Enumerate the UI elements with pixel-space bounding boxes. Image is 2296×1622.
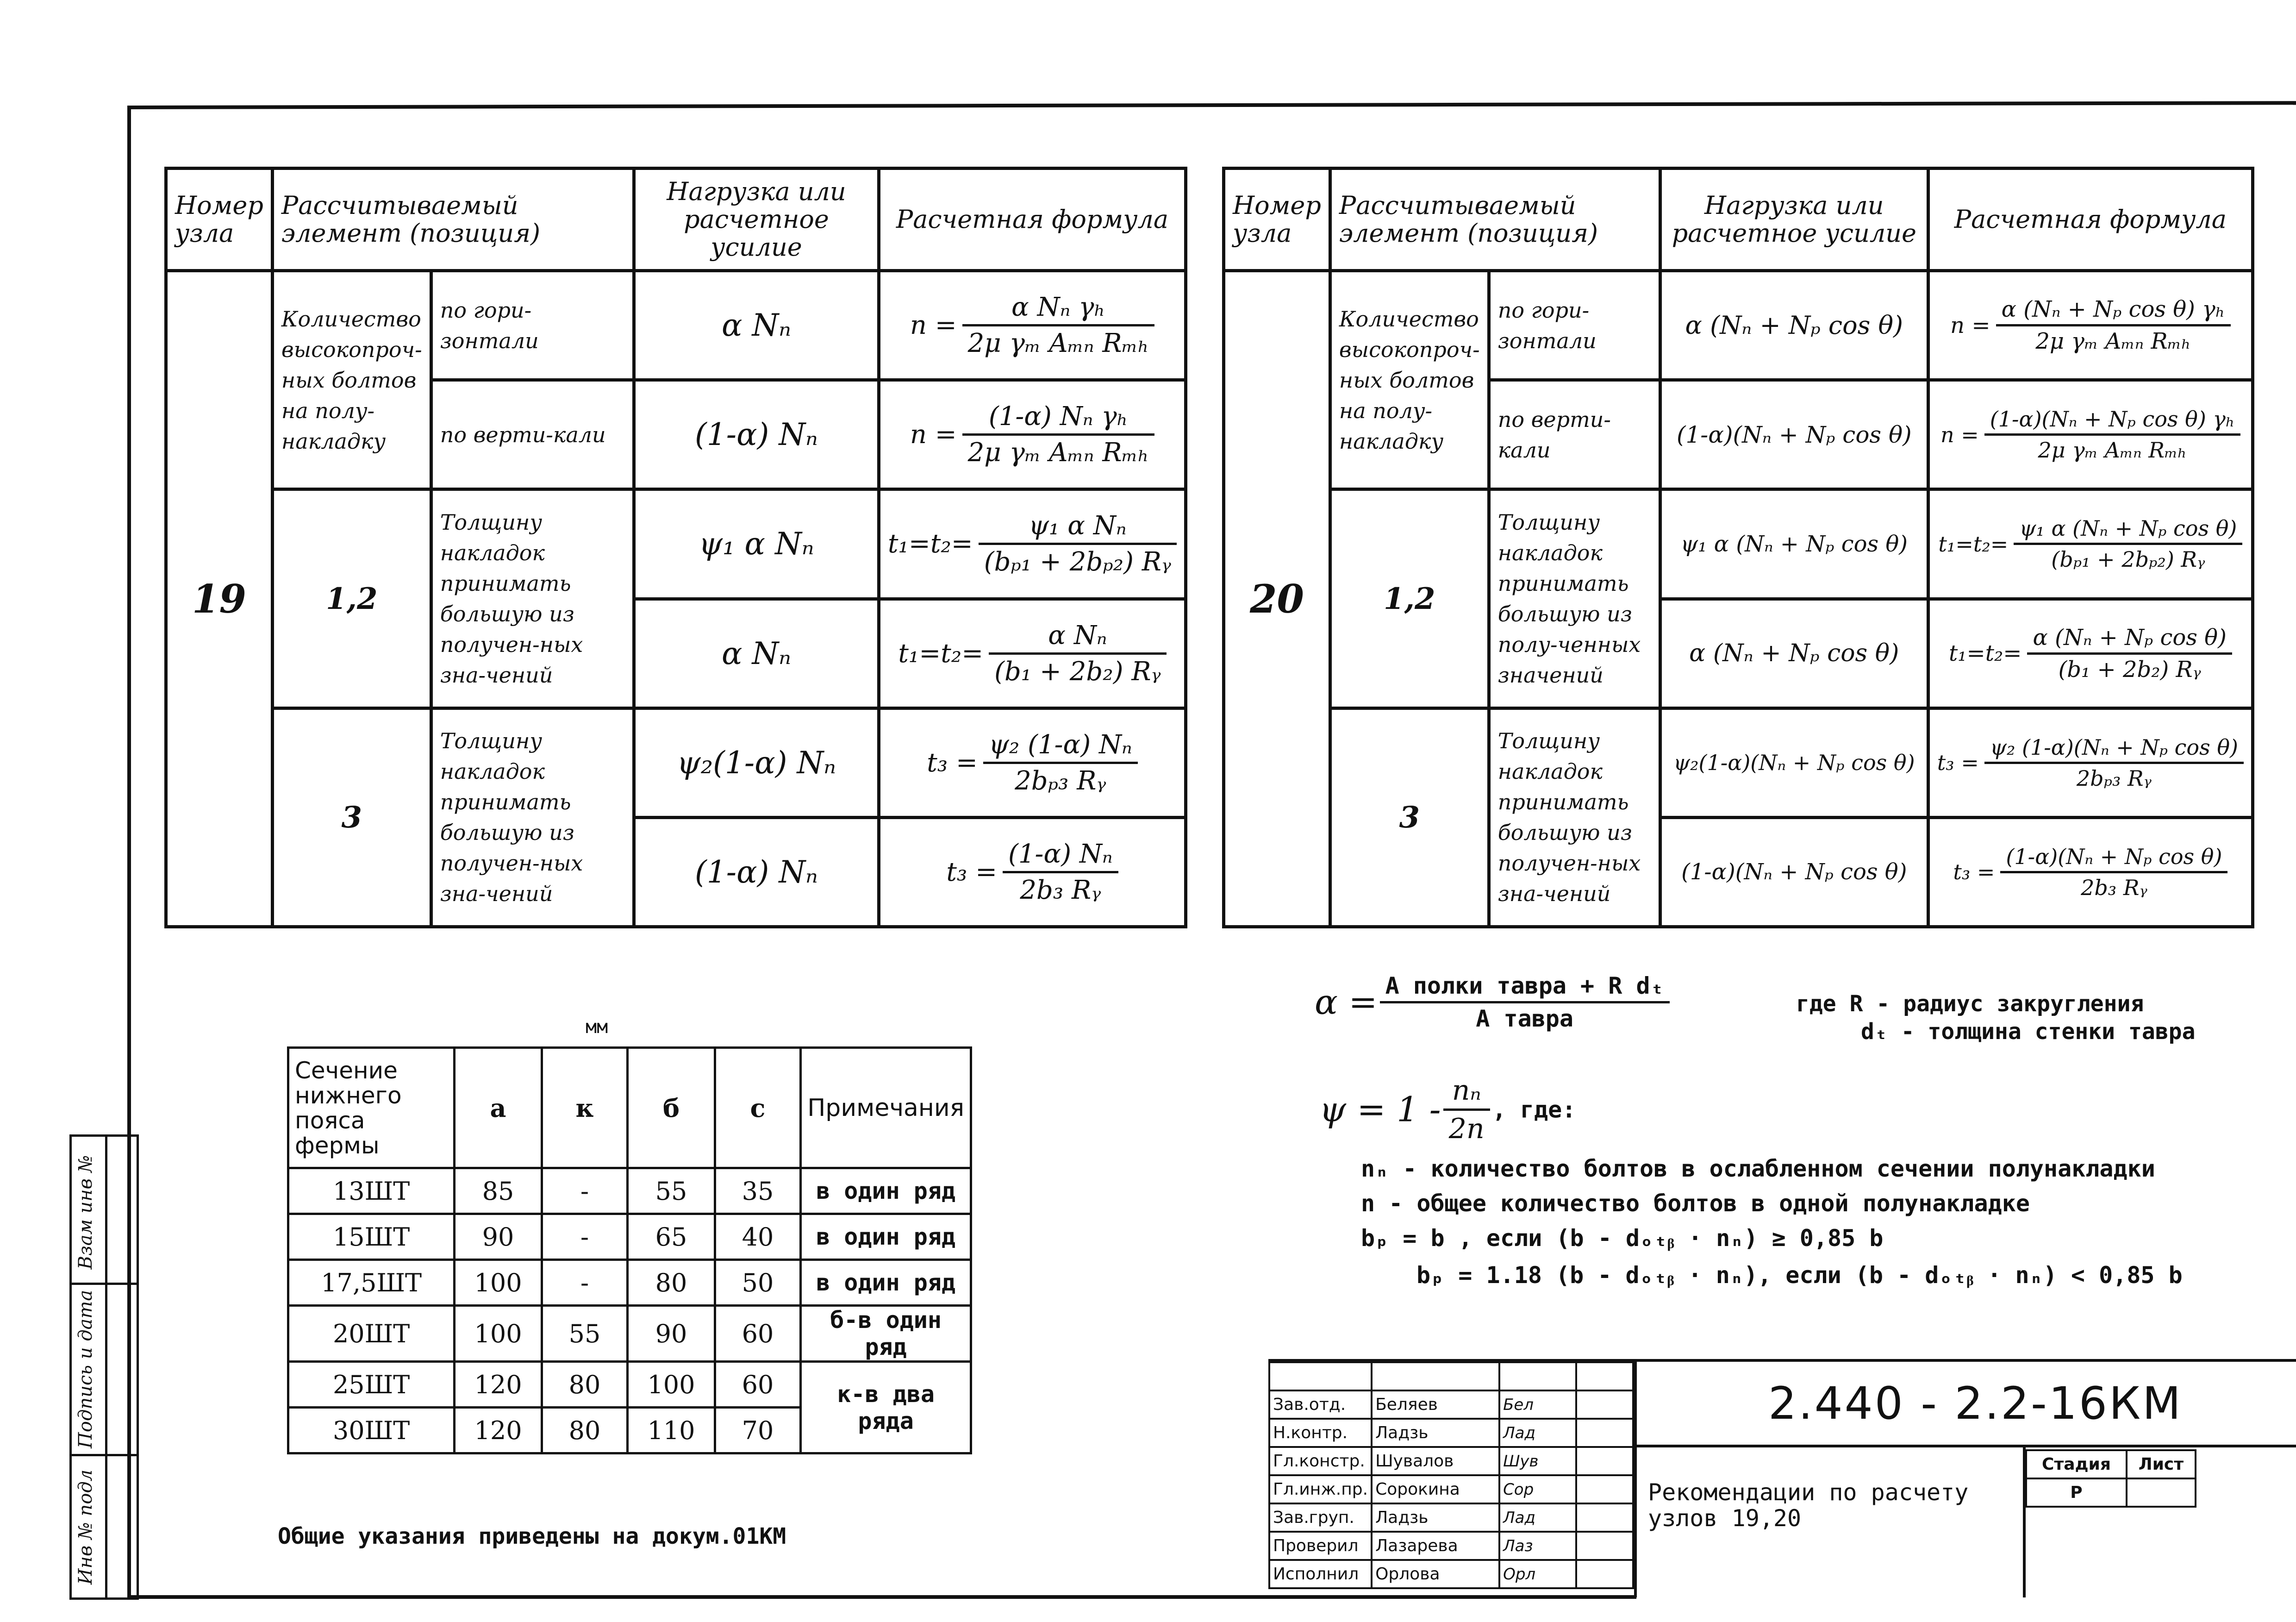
name: Беляев [1372, 1390, 1499, 1419]
col-header-c: с [715, 1048, 800, 1168]
cell-section: 30ШТ [288, 1408, 455, 1453]
formula-numerator: (1-α)(Nₙ + Nₚ cos θ) [2000, 844, 2227, 873]
cell-a: 85 [455, 1168, 542, 1214]
cell-c: 60 [715, 1306, 800, 1362]
psi-where: , где: [1492, 1096, 1576, 1123]
load-value: (1-α) Nₙ [634, 817, 879, 927]
load-value: α (Nₙ + Nₚ cos θ) [1660, 599, 1928, 708]
formula-numerator: (1-α)(Nₙ + Nₚ cos θ) γₕ [1984, 407, 2240, 436]
node-number: 20 [1224, 271, 1330, 927]
calc-table-node-20 [1222, 167, 2254, 928]
role: Исполнил [1269, 1560, 1372, 1588]
cell-c: 60 [715, 1362, 800, 1408]
col-header-section: Сечение нижнего пояса фермы [288, 1048, 455, 1168]
role: Проверил [1269, 1532, 1372, 1560]
load-value: (1-α) Nₙ [634, 380, 879, 489]
thickness-label: Толщину накладок принимать большую из получен-ных зна-чений [431, 489, 634, 708]
formula-numerator: ψ₂ (1-α) Nₙ [983, 730, 1138, 764]
alpha-numerator: A полки тавра + R dₜ [1380, 972, 1670, 1003]
formula-numerator: ψ₁ α (Nₙ + Nₚ cos θ) [2014, 516, 2242, 545]
formula-lhs: t₁=t₂= [1938, 531, 2009, 557]
formula [1928, 380, 2252, 489]
cell-c: 70 [715, 1408, 800, 1453]
formula-lhs: t₁=t₂= [887, 529, 973, 559]
cell-c: 50 [715, 1260, 800, 1306]
col-header-b: б [628, 1048, 715, 1168]
formula-lhs: n = [1940, 422, 1979, 447]
formula [1928, 708, 2252, 817]
row-sub: по верти-кали [1489, 380, 1660, 489]
general-note: Общие указания приведены на докум.01КМ [278, 1523, 786, 1549]
titleblock-divider [1634, 1361, 1637, 1597]
cell-note: в один ряд [801, 1260, 971, 1306]
header-element: Рассчитываемый элемент (позиция) [1330, 169, 1660, 271]
load-value: (1-α)(Nₙ + Nₚ cos θ) [1660, 380, 1928, 489]
stage-value: Р [2026, 1478, 2127, 1507]
formula-denominator: 2bₚ₃ Rᵧ [2076, 765, 2152, 791]
cell-b: 110 [628, 1408, 715, 1453]
note-n: n - общее количество болтов в одной полунакладке [1361, 1190, 2030, 1217]
cell-a: 90 [455, 1214, 542, 1260]
formula-numerator: (1-α) Nₙ γₕ [962, 401, 1154, 436]
formula-lhs: t₃ = [946, 857, 998, 887]
cell-c: 35 [715, 1168, 800, 1214]
alpha-where-dt: dₜ - толщина стенки тавра [1861, 1019, 2196, 1045]
stage-sheet-box [2025, 1449, 2196, 1508]
formula-lhs: t₁=t₂= [898, 638, 984, 669]
load-value: ψ₂(1-α)(Nₙ + Nₚ cos θ) [1660, 708, 1928, 817]
header-node: Номер узла [1224, 169, 1330, 271]
table-row [288, 1168, 971, 1214]
thickness-label: Толщину накладок принимать большую из полу-ченных значений [1489, 489, 1660, 708]
formula [879, 271, 1185, 380]
bolts-label: Количество высокопроч-ных болтов на полу-накладку [272, 271, 431, 489]
formula [1928, 489, 2252, 599]
formula-denominator: 2μ γₘ Aₘₙ Rₘₕ [967, 328, 1149, 359]
header-element: Рассчитываемый элемент (позиция) [272, 169, 634, 271]
row-sub: по гори-зонтали [1489, 271, 1660, 380]
stamp-signature-date: Подпись и дата [75, 1290, 96, 1448]
psi-numerator: nₙ [1443, 1074, 1490, 1111]
formula-numerator: α (Nₙ + Nₚ cos θ) γₕ [1996, 296, 2231, 326]
formula-lhs: t₁=t₂= [1948, 640, 2022, 667]
position-3: 3 [1330, 708, 1489, 927]
formula-denominator: (b₁ + 2b₂) Rᵧ [994, 656, 1161, 687]
role: Н.контр. [1269, 1419, 1372, 1447]
formula [879, 489, 1185, 599]
psi-lhs: ψ = 1 - [1319, 1090, 1441, 1130]
col-header-k: к [542, 1048, 627, 1168]
formula-numerator: α Nₙ [989, 620, 1167, 655]
frame-bottom-line [127, 1595, 1636, 1599]
load-value: ψ₁ α Nₙ [634, 489, 879, 599]
stage-label: Стадия [2026, 1450, 2127, 1478]
cell-a: 120 [455, 1362, 542, 1408]
stamp-replacement-inv: Взам инв № [75, 1155, 96, 1270]
formula-numerator: ψ₂ (1-α)(Nₙ + Nₚ cos θ) [1984, 735, 2244, 764]
formula-denominator: (bₚ₁ + 2bₚ₂) Rᵧ [2051, 547, 2205, 572]
table-row [288, 1306, 971, 1362]
formula [879, 380, 1185, 489]
name: Орлова [1372, 1560, 1499, 1588]
formula [879, 599, 1185, 708]
formula [1928, 271, 2252, 380]
formula-denominator: 2μ γₘ Aₘₙ Rₘₕ [2035, 328, 2191, 355]
table-row [288, 1260, 971, 1306]
load-value: (1-α)(Nₙ + Nₚ cos θ) [1660, 817, 1928, 927]
cell-section: 20ШТ [288, 1306, 455, 1362]
position-3: 3 [272, 708, 431, 927]
name: Шувалов [1372, 1447, 1499, 1475]
formula-numerator: ψ₁ α Nₙ [979, 511, 1177, 545]
side-stamp [69, 1134, 139, 1600]
calc-table-node-19 [164, 167, 1187, 928]
load-value: α (Nₙ + Nₚ cos θ) [1660, 271, 1928, 380]
formula-lhs: n = [1950, 312, 1990, 338]
cell-k: - [542, 1260, 627, 1306]
cell-b: 90 [628, 1306, 715, 1362]
load-value: α Nₙ [634, 271, 879, 380]
formula-denominator: 2μ γₘ Aₘₙ Rₘₕ [967, 438, 1149, 468]
sheet-label: Лист [2127, 1450, 2196, 1478]
formula-denominator: 2b₃ Rᵧ [2081, 875, 2147, 900]
position-1-2: 1,2 [1330, 489, 1489, 708]
node-number: 19 [166, 271, 273, 927]
note-bp1: bₚ = b , если (b - dₒₜᵦ · nₙ) ≥ 0,85 b [1361, 1225, 1884, 1252]
alpha-denominator: A тавра [1476, 1005, 1573, 1032]
header-node: Номер узла [166, 169, 273, 271]
role: Зав.груп. [1269, 1503, 1372, 1532]
unit-label: мм [586, 1016, 608, 1038]
role: Гл.инж.пр. [1269, 1475, 1372, 1503]
formula-lhs: t₃ = [1953, 859, 1995, 885]
formula-lhs: n = [910, 310, 957, 341]
cell-a: 120 [455, 1408, 542, 1453]
row-sub: по верти-кали [431, 380, 634, 489]
section-dimensions-table [287, 1046, 972, 1454]
stamp-original-inv: Инв № подл [75, 1469, 96, 1585]
cell-k: - [542, 1214, 627, 1260]
formula-lhs: t₃ = [1937, 750, 1979, 776]
header-load: Нагрузка или расчетное усилие [634, 169, 879, 271]
load-value: ψ₂(1-α) Nₙ [634, 708, 879, 817]
table-row [288, 1362, 971, 1408]
cell-note: б-в один ряд [801, 1306, 971, 1362]
row-sub: по гори-зонтали [431, 271, 634, 380]
cell-k: 55 [542, 1306, 627, 1362]
formula [879, 708, 1185, 817]
cell-section: 17,5ШТ [288, 1260, 455, 1306]
psi-denominator: 2n [1448, 1113, 1485, 1145]
col-header-a: а [455, 1048, 542, 1168]
formula [879, 817, 1185, 927]
name: Сорокина [1372, 1475, 1499, 1503]
formula [1928, 599, 2252, 708]
bolts-label: Количество высокопроч-ных болтов на полу-накладку [1330, 271, 1489, 489]
cell-note: в один ряд [801, 1214, 971, 1260]
formula-numerator: α Nₙ γₕ [962, 292, 1154, 326]
cell-section: 15ШТ [288, 1214, 455, 1260]
role: Зав.отд. [1269, 1390, 1372, 1419]
load-value: ψ₁ α (Nₙ + Nₚ cos θ) [1660, 489, 1928, 599]
position-1-2: 1,2 [272, 489, 431, 708]
cell-k: 80 [542, 1408, 627, 1453]
note-nc: nₙ - количество болтов в ослабленном сечении полунакладки [1361, 1155, 2155, 1182]
formula-denominator: (bₚ₁ + 2bₚ₂) Rᵧ [984, 547, 1171, 577]
name: Ладзь [1372, 1503, 1499, 1532]
col-header-notes: Примечания [801, 1048, 971, 1168]
load-value: α Nₙ [634, 599, 879, 708]
formula-denominator: 2b₃ Rᵧ [1020, 875, 1101, 905]
name: Лазарева [1372, 1532, 1499, 1560]
cell-b: 100 [628, 1362, 715, 1408]
titleblock-mid-line [1634, 1445, 2296, 1447]
formula-denominator: 2μ γₘ Aₘₙ Rₘₕ [2038, 438, 2187, 463]
cell-b: 65 [628, 1214, 715, 1260]
note-bp2: bₚ = 1.18 (b - dₒₜᵦ · nₙ), если (b - dₒₜᵦ · nₙ) < 0,85 b [1416, 1262, 2183, 1289]
cell-section: 13ШТ [288, 1168, 455, 1214]
name: Ладзь [1372, 1419, 1499, 1447]
formula-numerator: α (Nₙ + Nₚ cos θ) [2027, 625, 2232, 655]
psi-formula [1319, 1074, 1576, 1145]
cell-note: к-в два ряда [801, 1362, 971, 1453]
header-formula: Расчетная формула [879, 169, 1185, 271]
thickness-label: Толщину накладок принимать большую из получен-ных зна-чений [431, 708, 634, 927]
cell-note: в один ряд [801, 1168, 971, 1214]
formula-denominator: 2bₚ₃ Rᵧ [1015, 765, 1106, 796]
alpha-lhs: α = [1315, 982, 1378, 1022]
cell-a: 100 [455, 1260, 542, 1306]
cell-c: 40 [715, 1214, 800, 1260]
title-block-signatures: Зав.отд. Беляев Бел Н.контр. Ладзь Лад Гл.констр. Шувалов Шув Гл.инж.пр. Сорокина Сор Зав.груп. Ладзь Лад Проверил Лазарева Лаз Исполнил Орлова Орл [1268, 1361, 1634, 1589]
formula-denominator: (b₁ + 2b₂) Rᵧ [2058, 656, 2201, 683]
formula-lhs: n = [910, 420, 957, 450]
thickness-label: Толщину накладок принимать большую из получен-ных зна-чений [1489, 708, 1660, 927]
frame-top-line [127, 101, 2296, 109]
header-formula: Расчетная формула [1928, 169, 2252, 271]
formula-lhs: t₃ = [927, 747, 978, 778]
cell-b: 55 [628, 1168, 715, 1214]
table-row [288, 1214, 971, 1260]
document-code: 2.440 - 2.2-16КМ [1768, 1378, 2183, 1429]
header-load: Нагрузка или расчетное усилие [1660, 169, 1928, 271]
cell-a: 100 [455, 1306, 542, 1362]
alpha-where-r: где R - радиус закругления [1796, 991, 2144, 1017]
alpha-formula [1315, 972, 1670, 1032]
cell-k: - [542, 1168, 627, 1214]
formula-numerator: (1-α) Nₙ [1003, 839, 1118, 873]
role: Гл.констр. [1269, 1447, 1372, 1475]
cell-k: 80 [542, 1362, 627, 1408]
sheet-title: Рекомендации по расчету узлов 19,20 [1648, 1479, 1969, 1532]
cell-section: 25ШТ [288, 1362, 455, 1408]
formula [1928, 817, 2252, 927]
cell-b: 80 [628, 1260, 715, 1306]
